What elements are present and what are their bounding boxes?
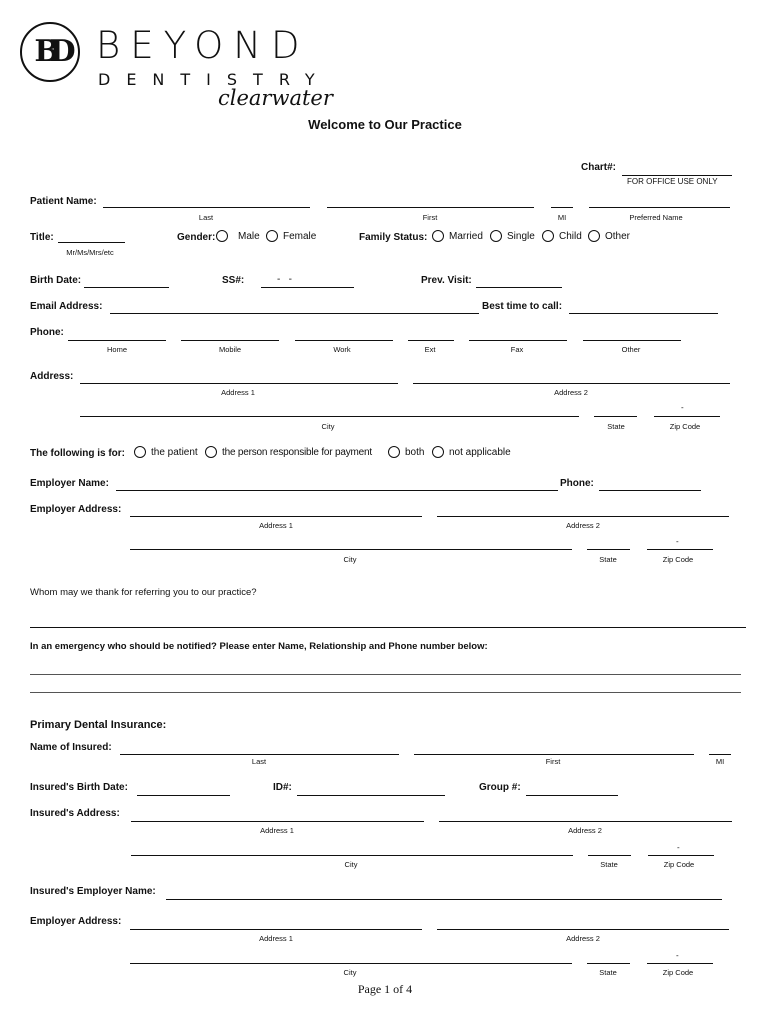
city-field[interactable] <box>80 416 579 417</box>
insured-employer-address-label: Employer Address: <box>30 916 122 927</box>
insured-employer-address2-field[interactable] <box>437 929 729 930</box>
insured-state-caption: State <box>600 860 618 869</box>
employer-address2-field[interactable] <box>437 516 729 517</box>
ss-label: SS#: <box>222 275 245 286</box>
family-married-label: Married <box>449 231 483 242</box>
zip-dash: - <box>681 403 684 412</box>
employer-name-label: Employer Name: <box>30 478 109 489</box>
chart-field[interactable] <box>622 175 732 176</box>
following-label: The following is for: <box>30 448 125 459</box>
for-not-applicable-radio[interactable] <box>432 446 444 458</box>
employer-state-field[interactable] <box>587 549 630 550</box>
for-both-radio[interactable] <box>388 446 400 458</box>
insured-zip-dash: - <box>677 843 680 852</box>
emergency-line-1[interactable] <box>30 674 741 675</box>
phone-mobile-field[interactable] <box>181 340 279 341</box>
first-caption: First <box>422 213 438 222</box>
phone-ext-field[interactable] <box>408 340 454 341</box>
family-child-radio[interactable] <box>542 230 554 242</box>
logo-word-beyond: BEYOND <box>96 24 310 67</box>
for-responsible-radio[interactable] <box>205 446 217 458</box>
last-caption: Last <box>198 213 214 222</box>
for-patient-label: the patient <box>151 447 198 458</box>
best-time-field[interactable] <box>569 313 718 314</box>
insured-birth-field[interactable] <box>137 795 230 796</box>
insured-employer-zip-dash: - <box>676 951 679 960</box>
address1-field[interactable] <box>80 383 398 384</box>
employer-address1-caption: Address 1 <box>259 521 293 530</box>
insured-zip-field[interactable] <box>648 855 714 856</box>
insured-address1-caption: Address 1 <box>260 826 294 835</box>
city-caption: City <box>321 422 335 431</box>
insured-address-label: Insured's Address: <box>30 808 120 819</box>
state-caption: State <box>607 422 625 431</box>
employer-phone-label: Phone: <box>560 478 594 489</box>
emergency-question: In an emergency who should be notified? Please enter Name, Relationship and Phone number below: <box>30 641 488 652</box>
phone-type-home: Home <box>106 345 128 354</box>
insured-employer-address1-caption: Address 1 <box>259 934 293 943</box>
zip-caption: Zip Code <box>669 422 701 431</box>
page-title: Welcome to Our Practice <box>308 117 462 132</box>
preferred-caption: Preferred Name <box>629 213 683 222</box>
patient-preferred-field[interactable] <box>589 207 730 208</box>
for-patient-radio[interactable] <box>134 446 146 458</box>
address-label: Address: <box>30 371 74 382</box>
birth-date-field[interactable] <box>84 287 169 288</box>
employer-state-caption: State <box>599 555 617 564</box>
patient-name-label: Patient Name: <box>30 196 97 207</box>
prev-visit-label: Prev. Visit: <box>421 275 472 286</box>
insured-name-label: Name of Insured: <box>30 742 112 753</box>
zip-field[interactable] <box>654 416 720 417</box>
insured-last-caption: Last <box>251 757 267 766</box>
insured-employer-name-field[interactable] <box>166 899 722 900</box>
family-other-label: Other <box>605 231 631 242</box>
address2-field[interactable] <box>413 383 730 384</box>
phone-type-other: Other <box>621 345 641 354</box>
family-other-radio[interactable] <box>588 230 600 242</box>
employer-address-label: Employer Address: <box>30 504 122 515</box>
prev-visit-field[interactable] <box>476 287 562 288</box>
page-number: Page 1 of 4 <box>357 982 413 996</box>
insured-employer-state-caption: State <box>599 968 617 977</box>
address1-caption: Address 1 <box>221 388 255 397</box>
insured-employer-address2-caption: Address 2 <box>566 934 600 943</box>
insured-city-caption: City <box>344 860 358 869</box>
insured-zip-caption: Zip Code <box>663 860 695 869</box>
insured-first-field[interactable] <box>414 754 694 755</box>
office-use-note: FOR OFFICE USE ONLY <box>627 177 718 186</box>
phone-type-fax: Fax <box>510 345 524 354</box>
employer-zip-field[interactable] <box>647 549 713 550</box>
address2-caption: Address 2 <box>554 388 588 397</box>
insured-address2-field[interactable] <box>439 821 732 822</box>
family-single-radio[interactable] <box>490 230 502 242</box>
family-status-label: Family Status: <box>359 232 428 243</box>
insured-employer-address1-field[interactable] <box>130 929 422 930</box>
insured-employer-city-field[interactable] <box>130 963 572 964</box>
insurance-heading: Primary Dental Insurance: <box>30 719 167 731</box>
employer-address2-caption: Address 2 <box>566 521 600 530</box>
for-responsible-label: the person responsible for payment <box>222 447 372 458</box>
insured-group-field[interactable] <box>526 795 618 796</box>
patient-mi-field[interactable] <box>551 207 573 208</box>
insured-birth-label: Insured's Birth Date: <box>30 782 128 793</box>
phone-type-mobile: Mobile <box>218 345 242 354</box>
insured-mi-caption: MI <box>715 757 725 766</box>
email-label: Email Address: <box>30 301 103 312</box>
insured-employer-state-field[interactable] <box>587 963 630 964</box>
phone-other-field[interactable] <box>583 340 681 341</box>
patient-last-field[interactable] <box>103 207 310 208</box>
employer-phone-field[interactable] <box>599 490 701 491</box>
title-field[interactable] <box>58 242 125 243</box>
phone-work-field[interactable] <box>295 340 393 341</box>
logo-word-dentistry: DENTISTRY <box>98 70 331 89</box>
email-field[interactable] <box>110 313 479 314</box>
phone-type-work: Work <box>333 345 351 354</box>
title-label: Title: <box>30 232 54 243</box>
insured-employer-zip-caption: Zip Code <box>662 968 694 977</box>
ss-field[interactable] <box>261 287 354 288</box>
insured-group-label: Group #: <box>479 782 521 793</box>
referral-question: Whom may we thank for referring you to our practice? <box>30 587 257 598</box>
employer-address1-field[interactable] <box>130 516 422 517</box>
employer-zip-caption: Zip Code <box>662 555 694 564</box>
insured-mi-field[interactable] <box>709 754 731 755</box>
mi-caption: MI <box>557 213 567 222</box>
family-child-label: Child <box>559 231 582 242</box>
insured-id-label: ID#: <box>273 782 292 793</box>
insured-address2-caption: Address 2 <box>568 826 602 835</box>
birth-date-label: Birth Date: <box>30 275 82 286</box>
phone-fax-field[interactable] <box>469 340 567 341</box>
for-not-applicable-label: not applicable <box>449 447 511 458</box>
insured-address1-field[interactable] <box>131 821 424 822</box>
logo-script: clearwater <box>218 86 333 110</box>
phone-label: Phone: <box>30 327 64 338</box>
employer-city-field[interactable] <box>130 549 572 550</box>
best-time-label: Best time to call: <box>482 301 563 312</box>
insured-employer-name-label: Insured's Employer Name: <box>30 886 156 897</box>
gender-male-label: Male <box>238 231 260 242</box>
employer-city-caption: City <box>343 555 357 564</box>
title-hint: Mr/Ms/Mrs/etc <box>66 248 114 257</box>
chart-label: Chart#: <box>581 162 617 173</box>
phone-type-ext: Ext <box>424 345 436 354</box>
employer-name-field[interactable] <box>116 490 558 491</box>
patient-first-field[interactable] <box>327 207 534 208</box>
insured-employer-zip-field[interactable] <box>647 963 713 964</box>
gender-male-radio[interactable] <box>216 230 228 242</box>
insured-first-caption: First <box>545 757 561 766</box>
insured-last-field[interactable] <box>120 754 399 755</box>
family-single-label: Single <box>507 231 535 242</box>
insured-city-field[interactable] <box>131 855 573 856</box>
insured-id-field[interactable] <box>297 795 445 796</box>
gender-label: Gender: <box>177 232 216 243</box>
ss-dashes: - - <box>277 274 292 285</box>
insured-employer-city-caption: City <box>343 968 357 977</box>
referral-field[interactable] <box>30 627 746 628</box>
gender-female-label: Female <box>283 231 317 242</box>
logo-monogram: BD <box>34 34 66 69</box>
state-field[interactable] <box>594 416 637 417</box>
for-both-label: both <box>405 447 425 458</box>
emergency-line-2[interactable] <box>30 692 741 693</box>
insured-state-field[interactable] <box>588 855 631 856</box>
employer-zip-dash: - <box>676 537 679 546</box>
family-married-radio[interactable] <box>432 230 444 242</box>
gender-female-radio[interactable] <box>266 230 278 242</box>
phone-home-field[interactable] <box>68 340 166 341</box>
